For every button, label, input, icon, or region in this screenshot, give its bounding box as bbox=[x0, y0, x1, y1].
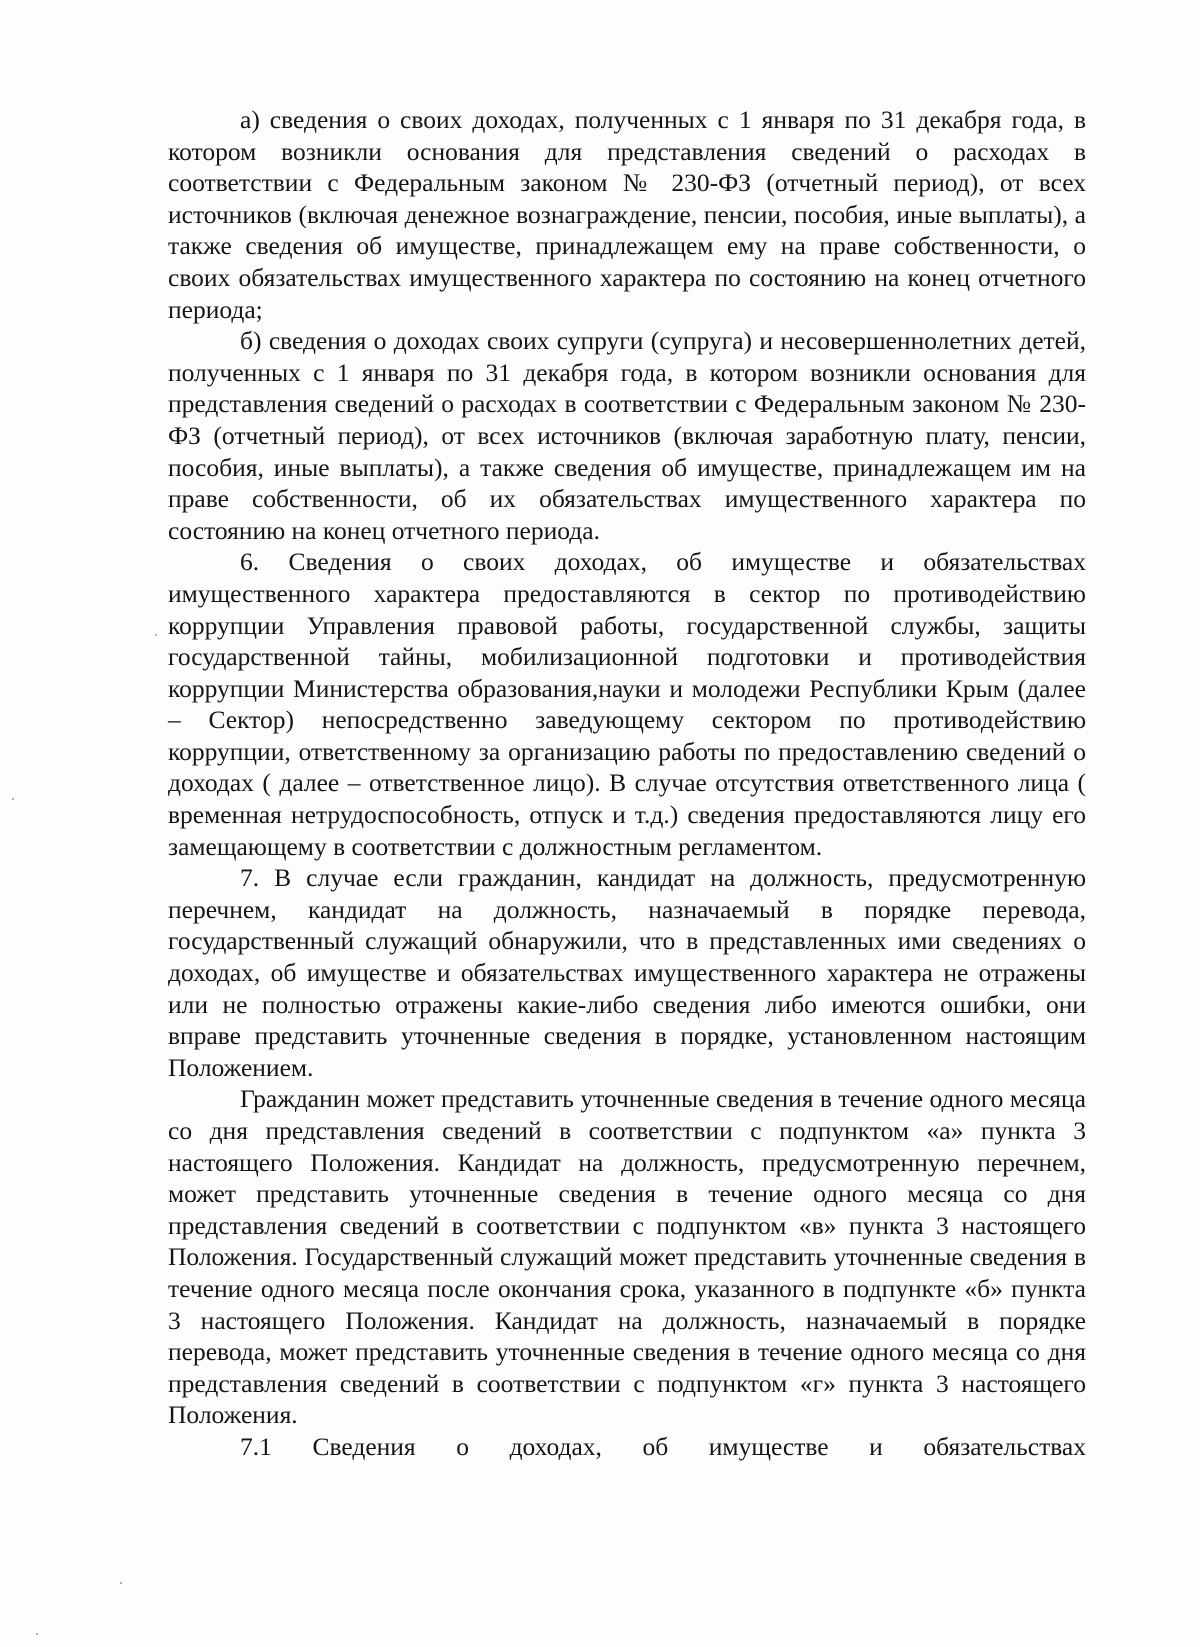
scan-speck bbox=[12, 798, 14, 800]
scan-speck bbox=[120, 1582, 122, 1584]
document-body bbox=[168, 104, 1086, 1463]
paragraph-item-7-1: 7.1 Сведения о доходах, об имуществе и обязательствах bbox=[240, 1431, 1086, 1461]
paragraph-item-7: 7. В случае если гражданин, кандидат на должность, предусмотренную перечнем, кандидат на должность, назначаемый в порядке перевода, государственный служащий обнаружили, что в представленных ими сведениях о доходах, об имуществе и обязательствах имущественного характера не отражены или не полностью отражены какие-либо сведения либо имеются ошибки, они вправе представить уточненные сведения в порядке, установленном настоящим Положением. bbox=[168, 863, 1086, 1082]
paragraph-item-6: 6. Сведения о своих доходах, об имуществе и обязательствах имущественного характера предоставляются в сектор по противодействию коррупции Управления правовой работы, государственной службы, защиты государственной тайны, мобилизационной подготовки и противодействия коррупции Министерства образования,науки и молодежи Республики Крым (далее – Сектор) непосредственно заведующему сектором по противодействию коррупции, ответственному за организацию работы по предоставлению сведений о доходах ( далее – ответственное лицо). В случае отсутствия ответственного лица ( временная нетрудоспособность, отпуск и т.д.) сведения предоставляются лицу его замещающему в соответствии с должностным регламентом. bbox=[168, 547, 1086, 861]
paragraph-subitem-b: б) сведения о доходах своих супруги (супруга) и несовершеннолетних детей, полученных с 1 января по 31 декабря года, в котором возникли основания для представления сведений о расходах в соответствии с Федеральным законом № 230-ФЗ (отчетный период), от всех источников (включая заработную плату, пенсии, пособия, иные выплаты), а также сведения об имуществе, принадлежащем им на праве собственности, об их обязательствах имущественного характера по состоянию на конец отчетного периода. bbox=[168, 326, 1086, 545]
scan-speck bbox=[155, 634, 157, 636]
scan-speck bbox=[36, 1633, 38, 1635]
paragraph-subitem-a: а) сведения о своих доходах, полученных с 1 января по 31 декабря года, в котором возникли основания для представления сведений о расходах в соответствии с Федеральным законом № 230-ФЗ (отчетный период), от всех источников (включая денежное вознаграждение, пенсии, пособия, иные выплаты), а также сведения об имуществе, принадлежащем ему на праве собственности, о своих обязательствах имущественного характера по состоянию на конец отчетного периода; bbox=[168, 105, 1086, 324]
paragraph-clarification-terms: Гражданин может представить уточненные сведения в течение одного месяца со дня представления сведений в соответствии с подпунктом «а» пункта 3 настоящего Положения. Кандидат на должность, предусмотренную перечнем, может представить уточненные сведения в течение одного месяца со дня представления сведений в соответствии с подпунктом «в» пункта 3 настоящего Положения. Государственный служащий может представить уточненные сведения в течение одного месяца после окончания срока, указанного в подпункте «б» пункта 3 настоящего Положения. Кандидат на должность, назначаемый в порядке перевода, может представить уточненные сведения в течение одного месяца со дня представления сведений в соответствии с подпунктом «г» пункта 3 настоящего Положения. bbox=[168, 1084, 1086, 1430]
